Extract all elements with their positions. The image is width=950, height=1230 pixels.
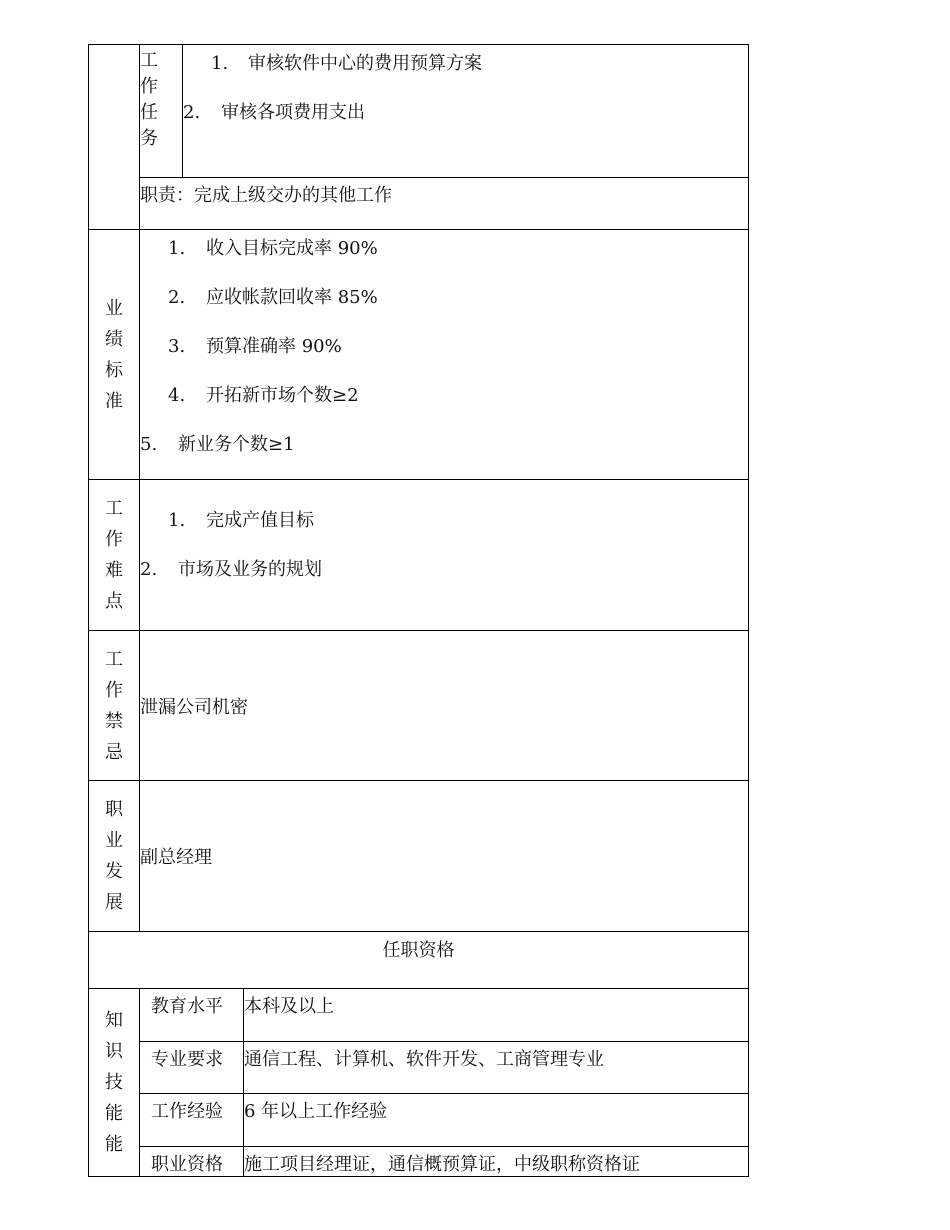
certification-value: 施工项目经理证，通信概预算证，中级职称资格证 [244, 1147, 749, 1177]
qualification-title: 任职资格 [89, 932, 749, 989]
certification-label: 职业资格 [140, 1147, 244, 1177]
item-text: 审核各项费用支出 [221, 102, 365, 123]
item-number: 4. [168, 385, 186, 406]
item-text: 审核软件中心的费用预算方案 [248, 53, 482, 74]
item-number: 2. [140, 559, 158, 580]
item-text: 预算准确率 90% [206, 336, 342, 357]
experience-label: 工作经验 [140, 1094, 244, 1147]
list-item [140, 283, 748, 332]
difficulty-label [89, 480, 140, 631]
label-char: 能 [105, 1103, 123, 1124]
label-char: 业 [105, 297, 123, 319]
item-number: 2. [183, 102, 201, 123]
item-text: 完成产值目标 [206, 510, 314, 531]
label-char: 作 [105, 529, 123, 550]
item-text: 收入目标完成率 90% [206, 238, 378, 259]
duties-left-blank [89, 45, 140, 230]
item-text: 应收帐款回收率 85% [206, 287, 378, 308]
item-number: 1. [211, 53, 229, 74]
list-item [140, 332, 748, 381]
label-char: 忌 [105, 741, 123, 763]
label-char: 工 [105, 498, 123, 519]
item-number: 2. [168, 287, 186, 308]
knowledge-skills-label [89, 989, 140, 1177]
career-label [89, 781, 140, 932]
taboo-label [89, 631, 140, 781]
performance-list [140, 230, 749, 480]
label-char: 识 [105, 1041, 123, 1062]
label-char: 准 [105, 390, 123, 412]
list-item [140, 234, 748, 283]
label-char: 标 [105, 359, 123, 381]
list-item [140, 381, 748, 430]
label-char: 发 [105, 861, 123, 882]
performance-label [89, 230, 140, 480]
label-char: 禁 [105, 710, 123, 732]
task-label-char: 务 [140, 128, 158, 149]
experience-value: 6 年以上工作经验 [244, 1094, 749, 1147]
list-item [140, 430, 748, 479]
list-item [140, 506, 748, 555]
label-char: 绩 [105, 328, 123, 350]
label-char: 难 [105, 560, 123, 581]
task-list [183, 45, 749, 178]
responsibility: 职责：完成上级交办的其他工作 [140, 178, 749, 230]
list-item [183, 98, 748, 147]
label-char: 展 [105, 892, 123, 913]
task-label [140, 45, 183, 178]
item-text: 市场及业务的规划 [178, 559, 322, 580]
taboo-text: 泄漏公司机密 [140, 631, 749, 781]
list-item [183, 49, 748, 98]
item-text: 开拓新市场个数≥2 [206, 385, 359, 406]
task-label-char: 作 [140, 76, 158, 97]
item-number: 3. [168, 336, 186, 357]
item-text: 新业务个数≥1 [178, 434, 295, 455]
item-number: 5. [140, 434, 158, 455]
major-value: 通信工程、计算机、软件开发、工商管理专业 [244, 1042, 749, 1094]
label-char: 业 [105, 830, 123, 851]
label-char: 知 [105, 1010, 123, 1031]
label-char: 技 [105, 1072, 123, 1093]
list-item [140, 555, 748, 604]
item-number: 1. [168, 510, 186, 531]
item-number: 1. [168, 238, 186, 259]
task-label-char: 任 [140, 102, 158, 123]
major-label: 专业要求 [140, 1042, 244, 1094]
label-char: 职 [105, 799, 123, 820]
label-char: 能 [105, 1134, 123, 1155]
label-char: 工 [105, 648, 123, 670]
job-description-table [88, 44, 749, 1177]
career-text: 副总经理 [140, 781, 749, 932]
difficulty-list [140, 480, 749, 631]
education-value: 本科及以上 [244, 989, 749, 1042]
label-char: 点 [105, 591, 123, 612]
label-char: 作 [105, 679, 123, 701]
task-label-char: 工 [140, 50, 158, 71]
education-label: 教育水平 [140, 989, 244, 1042]
